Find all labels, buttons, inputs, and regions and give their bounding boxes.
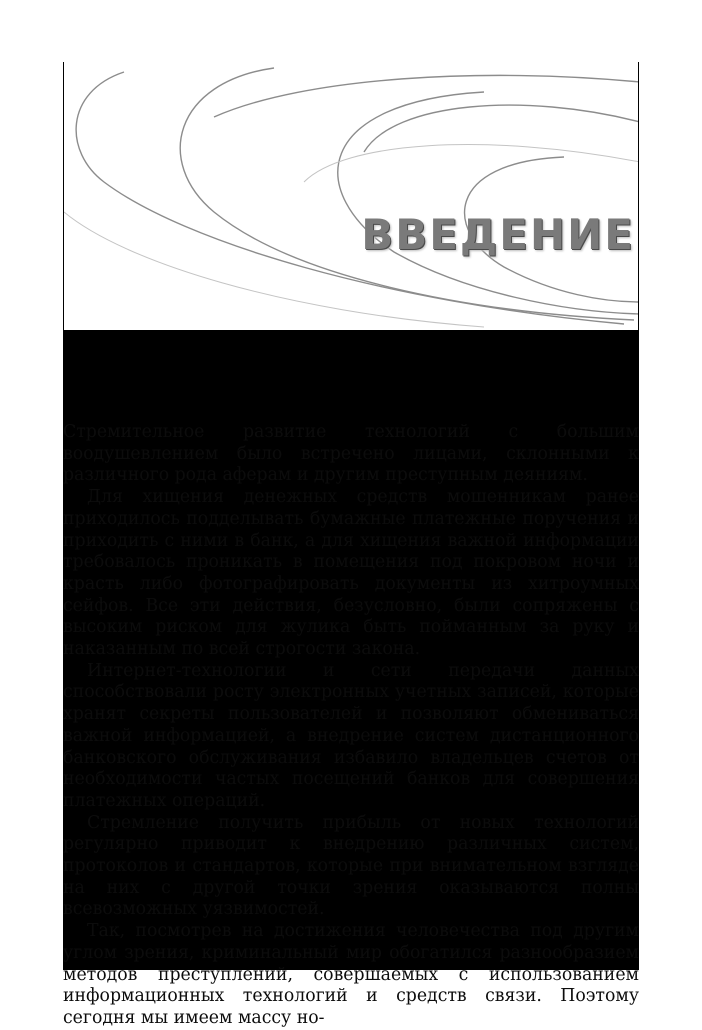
chapter-body: [63, 422, 639, 1030]
arc-6: [214, 75, 639, 117]
chapter-header: [63, 62, 639, 330]
paragraph: Стремительное развитие технологий с большим воодушевлением было встречено лицами, склонными к различного рода аферам и другим преступным деяниям.: [63, 422, 639, 486]
arc-2: [180, 68, 634, 320]
decorative-arcs: [64, 62, 639, 330]
paragraph: Для хищения денежных средств мошенникам ранее приходилось подделывать бумажные платежные поручения и приходить с ними в банк, а для хищения важной информации требовалось проникать в помещения под покровом ночи и красть либо фотографировать документы из хитроумных сейфов. Все эти действия, безусловно, были сопряжены с высоким риском для жулика быть пойманным за руку и наказанным по всей строгости закона.: [63, 487, 639, 660]
paragraph: Стремление получить прибыль от новых технологий регулярно приводит к внедрению различных систем, протоколов и стандартов, которые при внимательном взгляде на них с другой точки зрения оказываются полны всевозможных уязвимостей.: [63, 812, 639, 920]
arc-3: [338, 92, 639, 314]
chapter-title: ВВЕДЕНИЕ: [361, 210, 635, 259]
arc-1: [76, 72, 624, 324]
paragraph: Так, посмотрев на достижения человечества под другим углом зрения, криминальный мир обогатился разнообразием методов преступлений, совершаемых с использованием информационных технологий и средств связи. Поэтому сегодня мы имеем массу но-: [63, 921, 639, 1028]
arc-8: [304, 145, 639, 182]
paragraph: Интернет-технологии и сети передачи данных способствовали росту электронных учетных записей, которые хранят секреты пользователей и позволяют обмениваться важной информацией, а внедрение систем дистанционного банковского обслуживания избавило владельцев счетов от необходимости частых посещений банков для совершения платежных операций.: [63, 660, 639, 811]
